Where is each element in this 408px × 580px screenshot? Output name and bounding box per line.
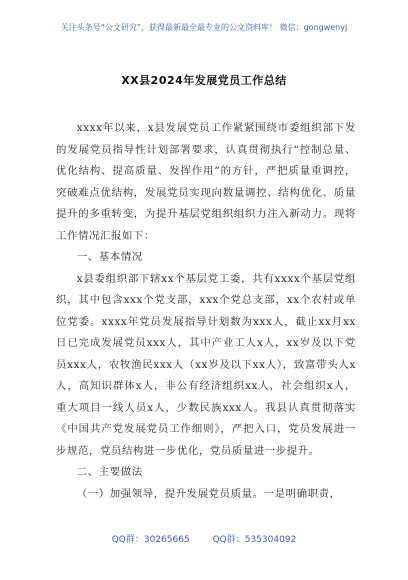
section-heading-practices: 二、主要做法	[76, 466, 143, 478]
footer-contact	[0, 532, 408, 545]
page-title: XX县2024年发展党员工作总结	[121, 74, 287, 87]
section-body-basic: x县委组织部下辖xx个基层党工委，共有xxxx个基层党组织，其中包含xxx个党支部，xxx个党总支部，xx个农村或单位党委。xxxx年党员发展指导计划数为xxx人，截止xx月xx日已完成发展党员xxx人，其中产业工人x人，xx岁及以下党员xxx人，农牧渔民xxx人（xx岁及以下xx人），致富带头人x人，高知识群体x人，非公有经济组织xx人，社会组织x人，重大项目一线人员x人，少数民族xxx人。我县认真贯彻落实《中国共产党发展党员工作细则》，严把入口，党员发展进一步规范，党员结构进一步优化，党员质量进一步提升。	[56, 272, 356, 457]
document-body	[56, 118, 356, 505]
qq-group-2: QQ群：535304092	[212, 535, 297, 545]
intro-paragraph: xxxx年以来，x县发展党员工作紧紧围绕市委组织部下发的发展党员指导性计划部署要求，认真贯彻执行“控制总量、优化结构、提高质量、发挥作用”的方针，严把质量重调控，突破难点优结构，发展党员实现向数量调控、结构优化、质量提升的多重转变，为提升基层党组织组织力注入新动力。现将工作情况汇报如下：	[56, 122, 356, 242]
section-heading-basic: 一、基本情况	[76, 251, 143, 263]
qq-group-1: QQ群：30265665	[111, 535, 190, 545]
subsection-paragraph: （一）加强领导，提升发展党员质量。一是明确职责，	[76, 487, 341, 500]
header-banner: 关注头条号“公文研究”，获得最新最全最专业的公文资料库！ 微信：gongwenyj	[60, 23, 348, 32]
